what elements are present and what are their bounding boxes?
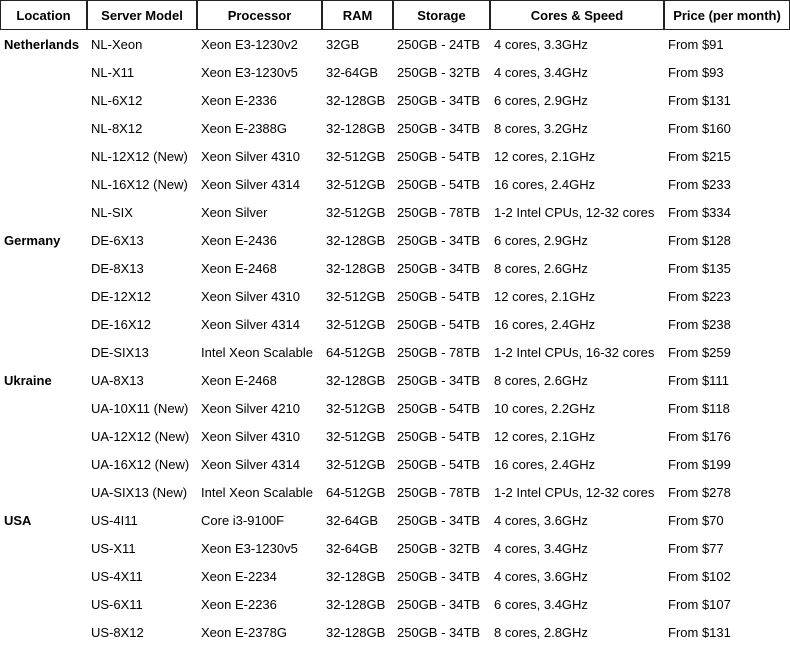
table-row <box>0 422 790 450</box>
server-model-cell: UA-8X13 <box>91 372 144 388</box>
location-cell: Ukraine <box>4 372 52 388</box>
location-cell <box>0 590 87 618</box>
ram-cell: 32-512GB <box>326 316 386 332</box>
price-cell: From $77 <box>668 540 724 556</box>
header-price: Price (per month) <box>664 0 790 30</box>
location-cell <box>0 86 87 114</box>
ram-cell: 32-64GB <box>326 540 379 556</box>
price-cell: From $199 <box>668 456 731 472</box>
location-cell <box>0 114 87 142</box>
cores-speed-cell: 1-2 Intel CPUs, 16-32 cores <box>494 344 655 360</box>
cores-speed-cell: 12 cores, 2.1GHz <box>494 148 596 164</box>
processor-cell: Xeon Silver 4310 <box>201 428 301 444</box>
location-cell <box>0 58 87 86</box>
table-row <box>0 30 790 58</box>
ram-cell: 32GB <box>326 36 360 52</box>
location-cell <box>0 562 87 590</box>
processor-cell: Xeon E3-1230v5 <box>201 64 298 80</box>
location-cell: Germany <box>4 232 61 248</box>
ram-cell: 32-128GB <box>326 232 386 248</box>
storage-cell: 250GB - 34TB <box>397 568 481 584</box>
ram-cell: 32-512GB <box>326 148 386 164</box>
processor-cell: Xeon E-2336 <box>201 92 277 108</box>
server-model-cell: US-6X11 <box>91 596 143 612</box>
server-model-cell: DE-12X12 <box>91 288 151 304</box>
server-model-cell: UA-SIX13 (New) <box>91 484 188 500</box>
table-row <box>0 562 790 590</box>
price-cell: From $118 <box>668 400 730 416</box>
header-ram: RAM <box>322 0 393 30</box>
header-cores-speed: Cores & Speed <box>490 0 664 30</box>
ram-cell: 32-128GB <box>326 120 386 136</box>
price-cell: From $131 <box>668 92 731 108</box>
location-cell <box>0 394 87 422</box>
price-cell: From $135 <box>668 260 731 276</box>
storage-cell: 250GB - 34TB <box>397 232 481 248</box>
cores-speed-cell: 16 cores, 2.4GHz <box>494 456 596 472</box>
table-row <box>0 198 790 226</box>
ram-cell: 32-128GB <box>326 260 386 276</box>
storage-cell: 250GB - 24TB <box>397 36 481 52</box>
server-model-cell: NL-Xeon <box>91 36 143 52</box>
ram-cell: 32-128GB <box>326 624 386 640</box>
ram-cell: 32-512GB <box>326 288 386 304</box>
storage-cell: 250GB - 34TB <box>397 120 481 136</box>
table-row <box>0 86 790 114</box>
processor-cell: Xeon Silver 4314 <box>201 456 301 472</box>
server-model-cell: DE-16X12 <box>91 316 151 332</box>
location-cell <box>0 450 87 478</box>
cores-speed-cell: 4 cores, 3.4GHz <box>494 64 588 80</box>
ram-cell: 64-512GB <box>326 344 386 360</box>
cores-speed-cell: 8 cores, 2.8GHz <box>494 624 588 640</box>
cores-speed-cell: 16 cores, 2.4GHz <box>494 176 596 192</box>
table-row <box>0 338 790 366</box>
cores-speed-cell: 4 cores, 3.6GHz <box>494 568 588 584</box>
processor-cell: Xeon E-2388G <box>201 120 288 136</box>
location-cell <box>0 310 87 338</box>
table-row <box>0 478 790 506</box>
processor-cell: Intel Xeon Scalable <box>201 484 314 500</box>
ram-cell: 32-512GB <box>326 400 386 416</box>
table-row <box>0 450 790 478</box>
ram-cell: 32-512GB <box>326 456 386 472</box>
location-cell <box>0 254 87 282</box>
location-cell: USA <box>4 512 32 528</box>
table-row <box>0 282 790 310</box>
header-server-model: Server Model <box>87 0 197 30</box>
price-cell: From $107 <box>668 596 731 612</box>
table-row <box>0 394 790 422</box>
location-cell <box>0 142 87 170</box>
cores-speed-cell: 6 cores, 3.4GHz <box>494 596 588 612</box>
price-cell: From $278 <box>668 484 731 500</box>
location-cell <box>0 338 87 366</box>
cores-speed-cell: 12 cores, 2.1GHz <box>494 428 596 444</box>
ram-cell: 32-64GB <box>326 64 379 80</box>
server-model-cell: US-4I11 <box>91 512 138 528</box>
header-location: Location <box>0 0 87 30</box>
table-row <box>0 58 790 86</box>
storage-cell: 250GB - 78TB <box>397 204 481 220</box>
price-cell: From $223 <box>668 288 731 304</box>
ram-cell: 32-128GB <box>326 372 386 388</box>
price-cell: From $128 <box>668 232 731 248</box>
storage-cell: 250GB - 54TB <box>397 400 481 416</box>
table-row <box>0 590 790 618</box>
server-model-cell: NL-16X12 (New) <box>91 176 188 192</box>
processor-cell: Xeon Silver 4314 <box>201 176 301 192</box>
location-cell <box>0 282 87 310</box>
table-row <box>0 114 790 142</box>
table-row <box>0 618 790 646</box>
price-cell: From $111 <box>668 372 729 388</box>
server-model-cell: UA-10X11 (New) <box>91 400 189 416</box>
price-cell: From $215 <box>668 148 731 164</box>
cores-speed-cell: 12 cores, 2.1GHz <box>494 288 596 304</box>
price-cell: From $238 <box>668 316 731 332</box>
server-model-cell: NL-12X12 (New) <box>91 148 188 164</box>
processor-cell: Xeon Silver 4310 <box>201 148 301 164</box>
storage-cell: 250GB - 54TB <box>397 176 481 192</box>
storage-cell: 250GB - 54TB <box>397 288 481 304</box>
server-model-cell: US-X11 <box>91 540 136 556</box>
location-cell <box>0 478 87 506</box>
cores-speed-cell: 1-2 Intel CPUs, 12-32 cores <box>494 484 655 500</box>
storage-cell: 250GB - 78TB <box>397 484 481 500</box>
processor-cell: Xeon E-2234 <box>201 568 277 584</box>
price-cell: From $259 <box>668 344 731 360</box>
server-model-cell: DE-6X13 <box>91 232 144 248</box>
table-row <box>0 142 790 170</box>
storage-cell: 250GB - 54TB <box>397 428 481 444</box>
storage-cell: 250GB - 34TB <box>397 92 481 108</box>
server-model-cell: NL-6X12 <box>91 92 143 108</box>
table-row <box>0 226 790 254</box>
ram-cell: 32-512GB <box>326 204 386 220</box>
cores-speed-cell: 4 cores, 3.6GHz <box>494 512 588 528</box>
cores-speed-cell: 8 cores, 2.6GHz <box>494 260 588 276</box>
cores-speed-cell: 10 cores, 2.2GHz <box>494 400 596 416</box>
storage-cell: 250GB - 34TB <box>397 260 481 276</box>
ram-cell: 64-512GB <box>326 484 386 500</box>
processor-cell: Xeon Silver <box>201 204 268 220</box>
price-cell: From $93 <box>668 64 724 80</box>
location-cell <box>0 618 87 646</box>
storage-cell: 250GB - 78TB <box>397 344 481 360</box>
processor-cell: Xeon E-2436 <box>201 232 277 248</box>
server-model-cell: DE-8X13 <box>91 260 144 276</box>
cores-speed-cell: 4 cores, 3.3GHz <box>494 36 588 52</box>
processor-cell: Intel Xeon Scalable <box>201 344 314 360</box>
cores-speed-cell: 8 cores, 3.2GHz <box>494 120 588 136</box>
ram-cell: 32-128GB <box>326 596 386 612</box>
ram-cell: 32-128GB <box>326 568 386 584</box>
storage-cell: 250GB - 34TB <box>397 512 481 528</box>
processor-cell: Xeon Silver 4210 <box>201 400 301 416</box>
server-model-cell: US-8X12 <box>91 624 144 640</box>
storage-cell: 250GB - 32TB <box>397 540 481 556</box>
header-storage: Storage <box>393 0 490 30</box>
table-body <box>0 30 790 646</box>
table-row <box>0 170 790 198</box>
processor-cell: Xeon E3-1230v2 <box>201 36 298 52</box>
location-cell <box>0 198 87 226</box>
processor-cell: Core i3-9100F <box>201 512 285 528</box>
table-header <box>0 0 790 30</box>
cores-speed-cell: 16 cores, 2.4GHz <box>494 316 596 332</box>
storage-cell: 250GB - 54TB <box>397 148 481 164</box>
server-model-cell: DE-SIX13 <box>91 344 149 360</box>
server-model-cell: NL-SIX <box>91 204 133 220</box>
processor-cell: Xeon E-2468 <box>201 260 277 276</box>
storage-cell: 250GB - 32TB <box>397 64 481 80</box>
table-row <box>0 506 790 534</box>
server-model-cell: NL-8X12 <box>91 120 143 136</box>
ram-cell: 32-512GB <box>326 176 386 192</box>
cores-speed-cell: 6 cores, 2.9GHz <box>494 232 588 248</box>
cores-speed-cell: 4 cores, 3.4GHz <box>494 540 588 556</box>
price-cell: From $131 <box>668 624 731 640</box>
table-row <box>0 254 790 282</box>
storage-cell: 250GB - 34TB <box>397 624 481 640</box>
price-cell: From $70 <box>668 512 724 528</box>
table-row <box>0 534 790 562</box>
cores-speed-cell: 8 cores, 2.6GHz <box>494 372 588 388</box>
price-cell: From $102 <box>668 568 731 584</box>
storage-cell: 250GB - 34TB <box>397 372 481 388</box>
location-cell <box>0 534 87 562</box>
table-row <box>0 366 790 394</box>
processor-cell: Xeon E3-1230v5 <box>201 540 298 556</box>
location-cell <box>0 422 87 450</box>
server-model-cell: UA-12X12 (New) <box>91 428 190 444</box>
location-cell: Netherlands <box>4 36 80 52</box>
price-cell: From $334 <box>668 204 731 220</box>
processor-cell: Xeon Silver 4314 <box>201 316 301 332</box>
processor-cell: Xeon E-2378G <box>201 624 288 640</box>
location-cell <box>0 170 87 198</box>
storage-cell: 250GB - 34TB <box>397 596 481 612</box>
processor-cell: Xeon Silver 4310 <box>201 288 301 304</box>
header-row <box>0 0 790 30</box>
storage-cell: 250GB - 54TB <box>397 456 481 472</box>
processor-cell: Xeon E-2236 <box>201 596 277 612</box>
ram-cell: 32-128GB <box>326 92 386 108</box>
price-cell: From $233 <box>668 176 731 192</box>
processor-cell: Xeon E-2468 <box>201 372 277 388</box>
price-cell: From $91 <box>668 36 724 52</box>
price-cell: From $176 <box>668 428 731 444</box>
cores-speed-cell: 1-2 Intel CPUs, 12-32 cores <box>494 204 655 220</box>
header-processor: Processor <box>197 0 322 30</box>
server-model-cell: UA-16X12 (New) <box>91 456 190 472</box>
ram-cell: 32-512GB <box>326 428 386 444</box>
ram-cell: 32-64GB <box>326 512 379 528</box>
storage-cell: 250GB - 54TB <box>397 316 481 332</box>
server-model-cell: NL-X11 <box>91 64 135 80</box>
server-model-cell: US-4X11 <box>91 568 143 584</box>
table-row <box>0 310 790 338</box>
cores-speed-cell: 6 cores, 2.9GHz <box>494 92 588 108</box>
price-cell: From $160 <box>668 120 731 136</box>
